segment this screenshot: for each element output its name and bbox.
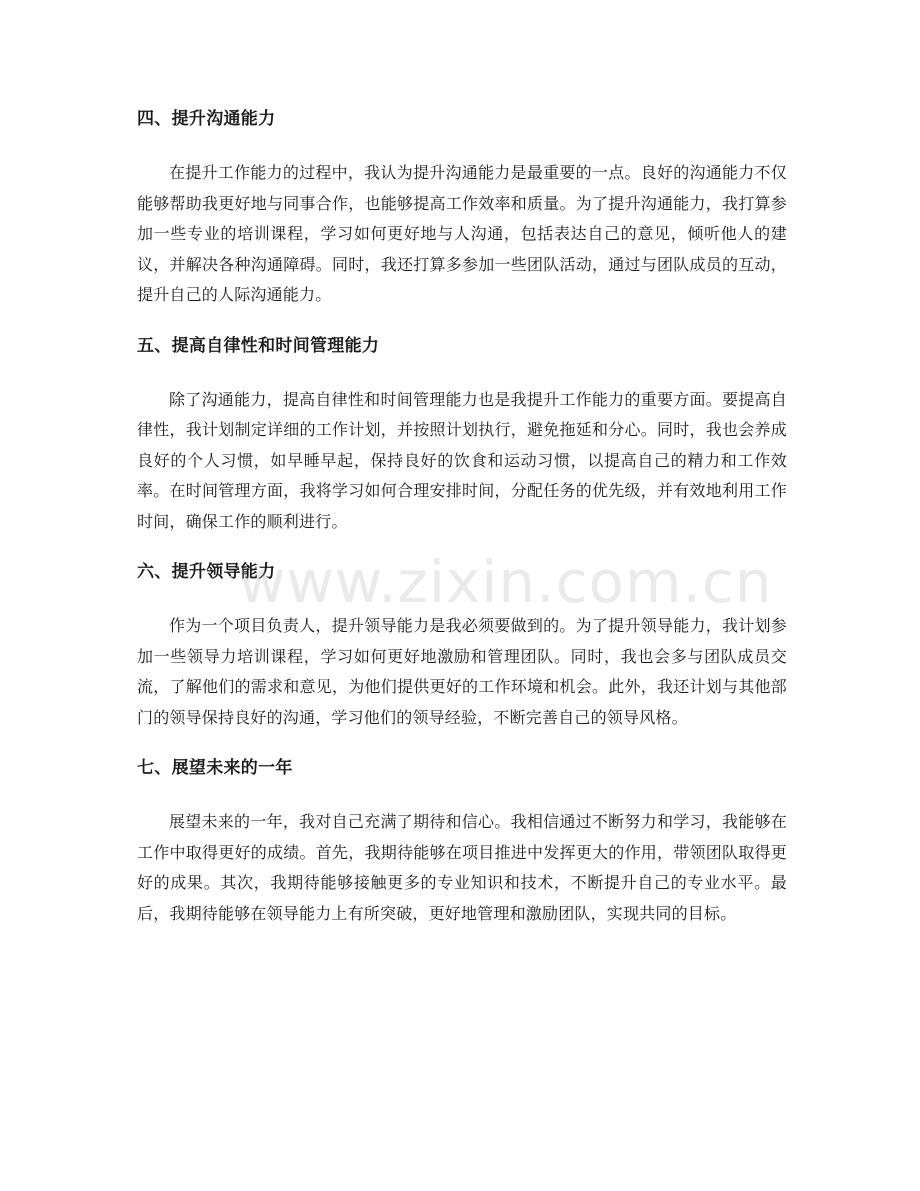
document-body — [137, 104, 787, 949]
section-heading-6: 六、提升领导能力 — [137, 562, 276, 582]
section-paragraph-6: 作为一个项目负责人，提升领导能力是我必须要做到的。为了提升领导能力，我计划参加一些领导力培训课程，学习如何更好地激励和管理团队。同时，我也会多与团队成员交流，了解他们的需求和意见，为他们提供更好的工作环境和机会。此外，我还计划与其他部门的领导保持良好的沟通，学习他们的领导经验，不断完善自己的领导风格。 — [137, 616, 787, 727]
section-paragraph-7: 展望未来的一年，我对自己充满了期待和信心。我相信通过不断努力和学习，我能够在工作中取得更好的成绩。首先，我期待能够在项目推进中发挥更大的作用，带领团队取得更好的成果。其次，我期待能够接触更多的专业知识和技术，不断提升自己的专业水平。最后，我期待能够在领导能力上有所突破，更好地管理和激励团队，实现共同的目标。 — [137, 812, 787, 923]
section-heading-5: 五、提高自律性和时间管理能力 — [137, 335, 380, 356]
section-heading-4: 四、提升沟通能力 — [137, 109, 276, 129]
watermark: www.zixin.com.cn — [238, 548, 773, 616]
section-paragraph-4: 在提升工作能力的过程中，我认为提升沟通能力是最重要的一点。良好的沟通能力不仅能够帮助我更好地与同事合作，也能够提高工作效率和质量。为了提升沟通能力，我打算参加一些专业的培训课程，学习如何更好地与人沟通，包括表达自己的意见，倾听他人的建议，并解决各种沟通障碍。同时，我还打算多参加一些团队活动，通过与团队成员的互动，提升自己的人际沟通能力。 — [137, 163, 787, 304]
section-paragraph-5: 除了沟通能力，提高自律性和时间管理能力也是我提升工作能力的重要方面。要提高自律性，我计划制定详细的工作计划，并按照计划执行，避免拖延和分心。同时，我也会养成良好的个人习惯，如早睡早起，保持良好的饮食和运动习惯，以提高自己的精力和工作效率。在时间管理方面，我将学习如何合理安排时间，分配任务的优先级，并有效地利用工作时间，确保工作的顺利进行。 — [137, 389, 787, 531]
section-heading-7: 七、展望未来的一年 — [137, 758, 293, 778]
